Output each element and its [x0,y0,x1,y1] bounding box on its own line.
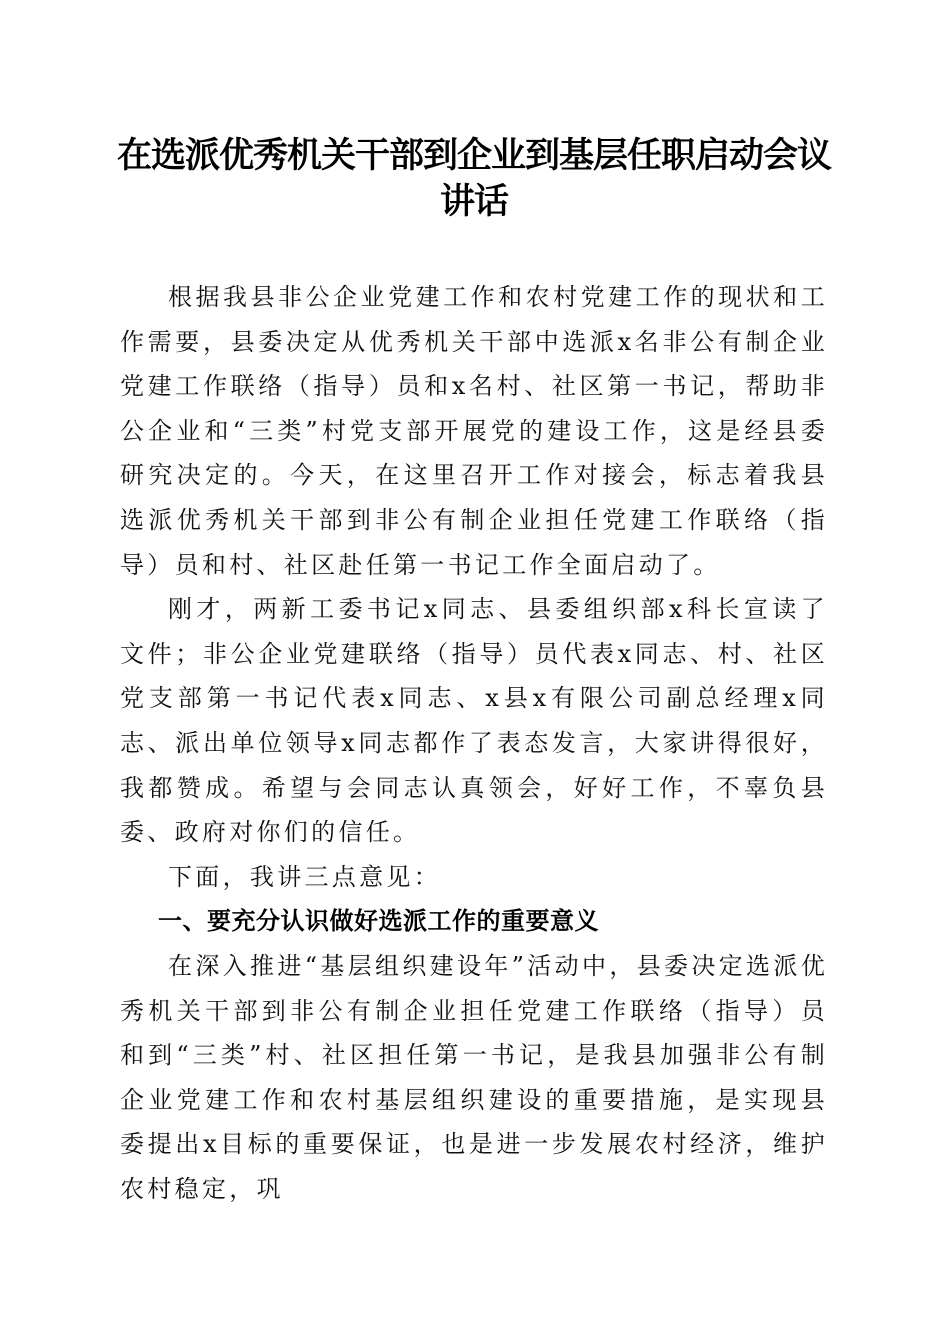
document-body [120,275,828,1211]
paragraph-section-1: 在深入推进“基层组织建设年”活动中，县委决定选派优秀机关干部到非公有制企业担任党建工作联络（指导）员和到“三类”村、社区担任第一书记，是我县加强非公有制企业党建工作和农村基层组织建设的重要措施，是实现县委提出x目标的重要保证，也是进一步发展农村经济，维护农村稳定，巩 [120,951,828,1203]
paragraph-three-points: 下面，我讲三点意见： [168,862,441,891]
paragraph-intro: 根据我县非公企业党建工作和农村党建工作的现状和工作需要，县委决定从优秀机关干部中选派x名非公有制企业党建工作联络（指导）员和x名村、社区第一书记，帮助非公企业和“三类”村党支部开展党的建设工作，这是经县委研究决定的。今天，在这里召开工作对接会，标志着我县选派优秀机关干部到非公有制企业担任党建工作联络（指导）员和村、社区赴任第一书记工作全面启动了。 [120,283,828,579]
section-heading-1: 一、要充分认识做好选派工作的重要意义 [158,907,599,936]
paragraph-speeches: 刚才，两新工委书记x同志、县委组织部x科长宣读了文件；非公企业党建联络（指导）员代表x同志、村、社区党支部第一书记代表x同志、x县x有限公司副总经理x同志、派出单位领导x同志都作了表态发言，大家讲得很好，我都赞成。希望与会同志认真领会，好好工作，不辜负县委、政府对你们的信任。 [120,595,828,847]
document-title: 在选派优秀机关干部到企业到基层任职启动会议讲话 [116,135,831,222]
